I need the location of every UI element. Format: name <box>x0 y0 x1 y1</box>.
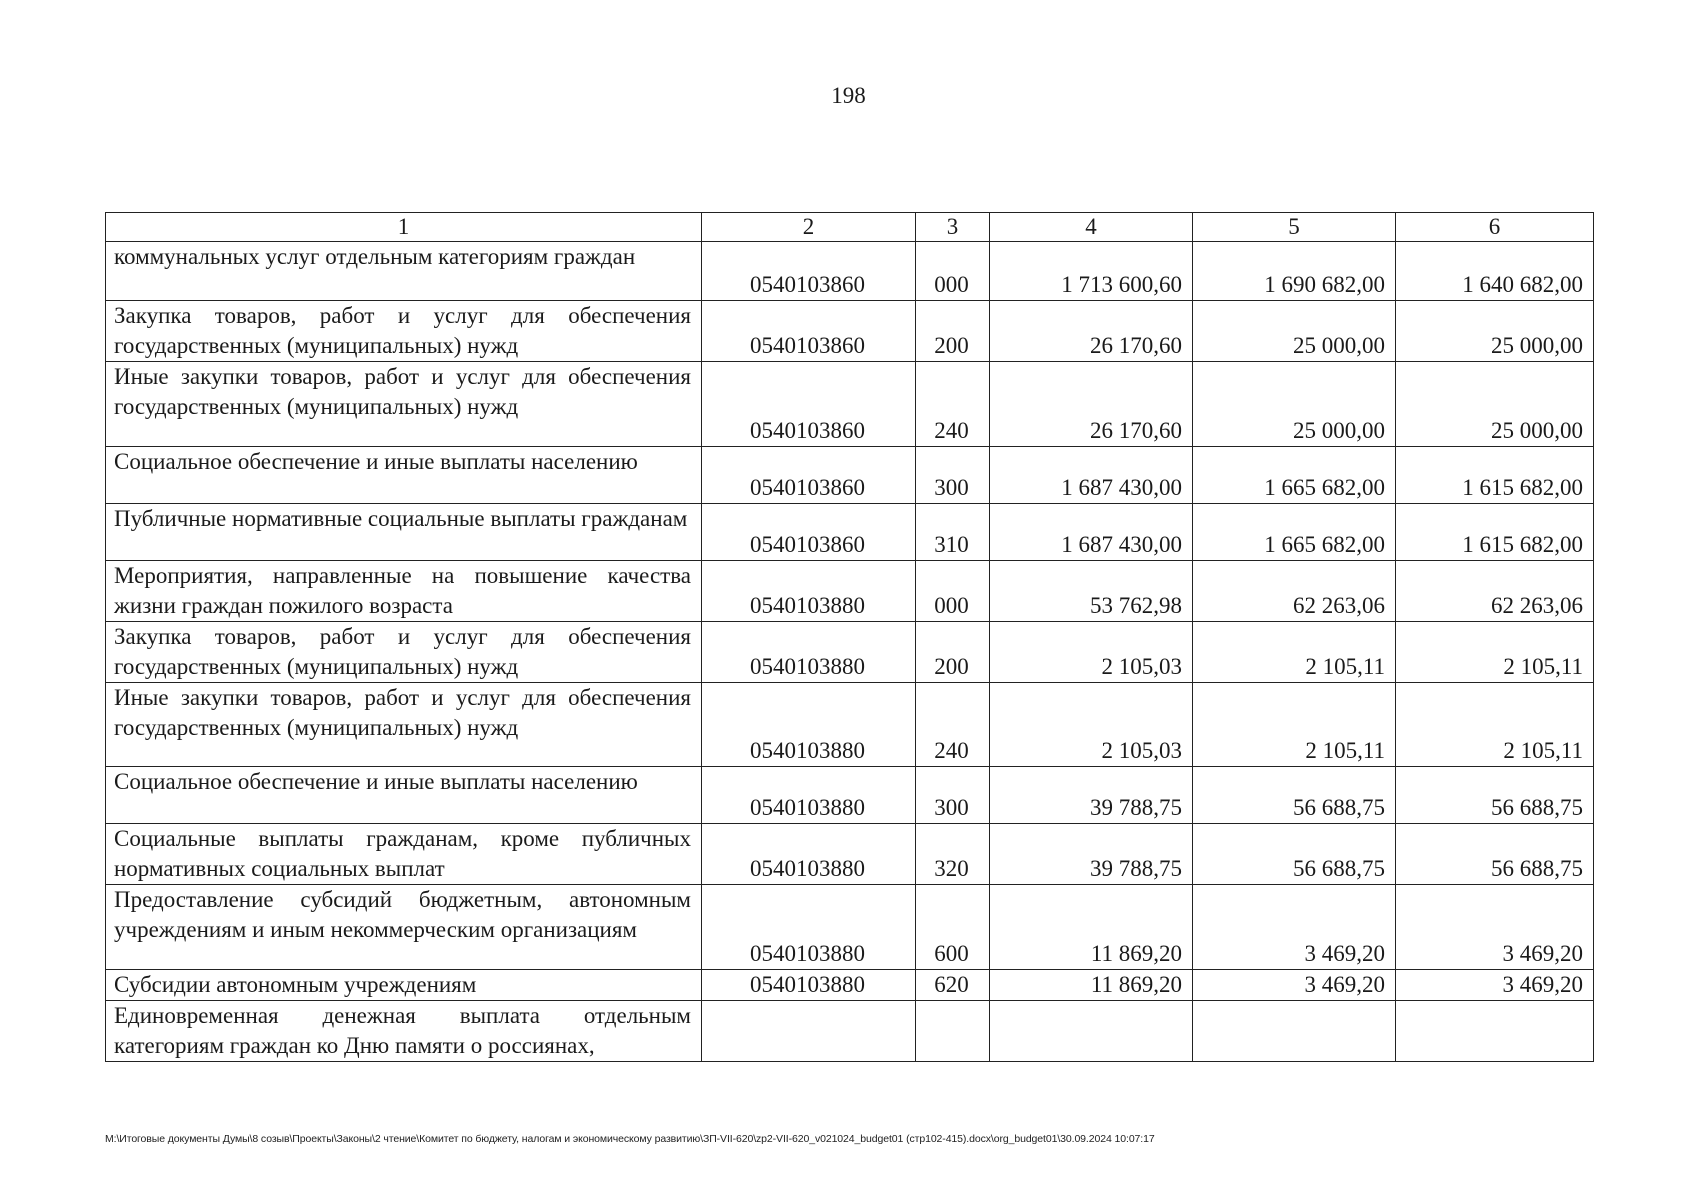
amount-col5-cell <box>1193 1001 1396 1062</box>
column-header: 2 <box>702 213 916 242</box>
column-header: 4 <box>990 213 1193 242</box>
amount-col6-cell: 56 688,75 <box>1396 767 1594 824</box>
amount-col4-cell: 53 762,98 <box>990 561 1193 622</box>
amount-col5-cell: 1 665 682,00 <box>1193 504 1396 561</box>
amount-col5-cell: 25 000,00 <box>1193 301 1396 362</box>
budget-table <box>105 212 1594 1062</box>
expense-type-cell: 200 <box>916 301 990 362</box>
amount-col6-cell: 56 688,75 <box>1396 824 1594 885</box>
row-name-cell: Социальное обеспечение и иные выплаты населению <box>106 767 702 824</box>
expense-type-cell: 240 <box>916 362 990 447</box>
expense-type-cell: 000 <box>916 561 990 622</box>
row-name-cell: Закупка товаров, работ и услуг для обеспечения государственных (муниципальных) нужд <box>106 622 702 683</box>
expense-type-cell: 620 <box>916 970 990 1001</box>
expense-type-cell: 300 <box>916 447 990 504</box>
target-article-cell: 0540103860 <box>702 362 916 447</box>
amount-col6-cell: 62 263,06 <box>1396 561 1594 622</box>
amount-col6-cell: 1 640 682,00 <box>1396 242 1594 301</box>
amount-col4-cell <box>990 1001 1193 1062</box>
amount-col4-cell: 1 687 430,00 <box>990 447 1193 504</box>
target-article-cell: 0540103880 <box>702 824 916 885</box>
file-path-footer: M:\Итоговые документы Думы\8 созыв\Проекты\Законы\2 чтение\Комитет по бюджету, налогам и экономическому развитию\ЗП-VII-620\zp2-VII-620_v021024_budget01 (стр102-415).docx\org_budget01\30.09.2024 10:07:17 <box>105 1133 1155 1145</box>
table-row <box>106 824 1594 885</box>
expense-type-cell <box>916 1001 990 1062</box>
page-number: 198 <box>831 83 866 108</box>
column-header: 5 <box>1193 213 1396 242</box>
table-row <box>106 447 1594 504</box>
amount-col6-cell: 2 105,11 <box>1396 683 1594 767</box>
table-row <box>106 885 1594 970</box>
expense-type-cell: 310 <box>916 504 990 561</box>
target-article-cell: 0540103880 <box>702 767 916 824</box>
row-name-cell: Иные закупки товаров, работ и услуг для обеспечения государственных (муниципальных) нужд <box>106 683 702 767</box>
amount-col5-cell: 2 105,11 <box>1193 622 1396 683</box>
column-header: 3 <box>916 213 990 242</box>
amount-col4-cell: 1 713 600,60 <box>990 242 1193 301</box>
amount-col4-cell: 39 788,75 <box>990 767 1193 824</box>
table-row <box>106 561 1594 622</box>
table-row <box>106 362 1594 447</box>
target-article-cell: 0540103860 <box>702 447 916 504</box>
amount-col6-cell: 1 615 682,00 <box>1396 504 1594 561</box>
row-name-cell: Субсидии автономным учреждениям <box>106 970 702 1001</box>
table-row <box>106 622 1594 683</box>
amount-col6-cell: 2 105,11 <box>1396 622 1594 683</box>
table-row <box>106 970 1594 1001</box>
expense-type-cell: 320 <box>916 824 990 885</box>
amount-col4-cell: 26 170,60 <box>990 301 1193 362</box>
table-row <box>106 1001 1594 1062</box>
row-name-cell: Закупка товаров, работ и услуг для обеспечения государственных (муниципальных) нужд <box>106 301 702 362</box>
amount-col5-cell: 2 105,11 <box>1193 683 1396 767</box>
amount-col4-cell: 11 869,20 <box>990 885 1193 970</box>
row-name-cell: Публичные нормативные социальные выплаты гражданам <box>106 504 702 561</box>
amount-col4-cell: 11 869,20 <box>990 970 1193 1001</box>
row-name-cell: коммунальных услуг отдельным категориям граждан <box>106 242 702 301</box>
target-article-cell: 0540103880 <box>702 683 916 767</box>
table-row <box>106 301 1594 362</box>
amount-col6-cell: 25 000,00 <box>1396 362 1594 447</box>
amount-col5-cell: 56 688,75 <box>1193 824 1396 885</box>
row-name-cell: Единовременная денежная выплата отдельным категориям граждан ко Дню памяти о россиянах, <box>106 1001 702 1062</box>
amount-col5-cell: 3 469,20 <box>1193 970 1396 1001</box>
amount-col6-cell <box>1396 1001 1594 1062</box>
column-header: 1 <box>106 213 702 242</box>
amount-col5-cell: 1 690 682,00 <box>1193 242 1396 301</box>
table-row <box>106 242 1594 301</box>
expense-type-cell: 300 <box>916 767 990 824</box>
amount-col4-cell: 2 105,03 <box>990 622 1193 683</box>
target-article-cell: 0540103860 <box>702 301 916 362</box>
table-header-row <box>106 213 1594 242</box>
amount-col4-cell: 1 687 430,00 <box>990 504 1193 561</box>
target-article-cell: 0540103860 <box>702 242 916 301</box>
expense-type-cell: 200 <box>916 622 990 683</box>
amount-col6-cell: 1 615 682,00 <box>1396 447 1594 504</box>
row-name-cell: Предоставление субсидий бюджетным, автономным учреждениям и иным некоммерческим организациям <box>106 885 702 970</box>
amount-col5-cell: 62 263,06 <box>1193 561 1396 622</box>
amount-col4-cell: 2 105,03 <box>990 683 1193 767</box>
target-article-cell: 0540103860 <box>702 504 916 561</box>
table-row <box>106 504 1594 561</box>
amount-col6-cell: 3 469,20 <box>1396 885 1594 970</box>
target-article-cell: 0540103880 <box>702 561 916 622</box>
target-article-cell: 0540103880 <box>702 970 916 1001</box>
row-name-cell: Иные закупки товаров, работ и услуг для обеспечения государственных (муниципальных) нужд <box>106 362 702 447</box>
target-article-cell: 0540103880 <box>702 885 916 970</box>
amount-col5-cell: 3 469,20 <box>1193 885 1396 970</box>
target-article-cell <box>702 1001 916 1062</box>
amount-col5-cell: 56 688,75 <box>1193 767 1396 824</box>
amount-col5-cell: 25 000,00 <box>1193 362 1396 447</box>
amount-col6-cell: 25 000,00 <box>1396 301 1594 362</box>
table-row <box>106 767 1594 824</box>
target-article-cell: 0540103880 <box>702 622 916 683</box>
amount-col5-cell: 1 665 682,00 <box>1193 447 1396 504</box>
row-name-cell: Социальные выплаты гражданам, кроме публичных нормативных социальных выплат <box>106 824 702 885</box>
expense-type-cell: 600 <box>916 885 990 970</box>
row-name-cell: Социальное обеспечение и иные выплаты населению <box>106 447 702 504</box>
expense-type-cell: 000 <box>916 242 990 301</box>
row-name-cell: Мероприятия, направленные на повышение качества жизни граждан пожилого возраста <box>106 561 702 622</box>
amount-col6-cell: 3 469,20 <box>1396 970 1594 1001</box>
table-row <box>106 683 1594 767</box>
column-header: 6 <box>1396 213 1594 242</box>
amount-col4-cell: 39 788,75 <box>990 824 1193 885</box>
amount-col4-cell: 26 170,60 <box>990 362 1193 447</box>
expense-type-cell: 240 <box>916 683 990 767</box>
